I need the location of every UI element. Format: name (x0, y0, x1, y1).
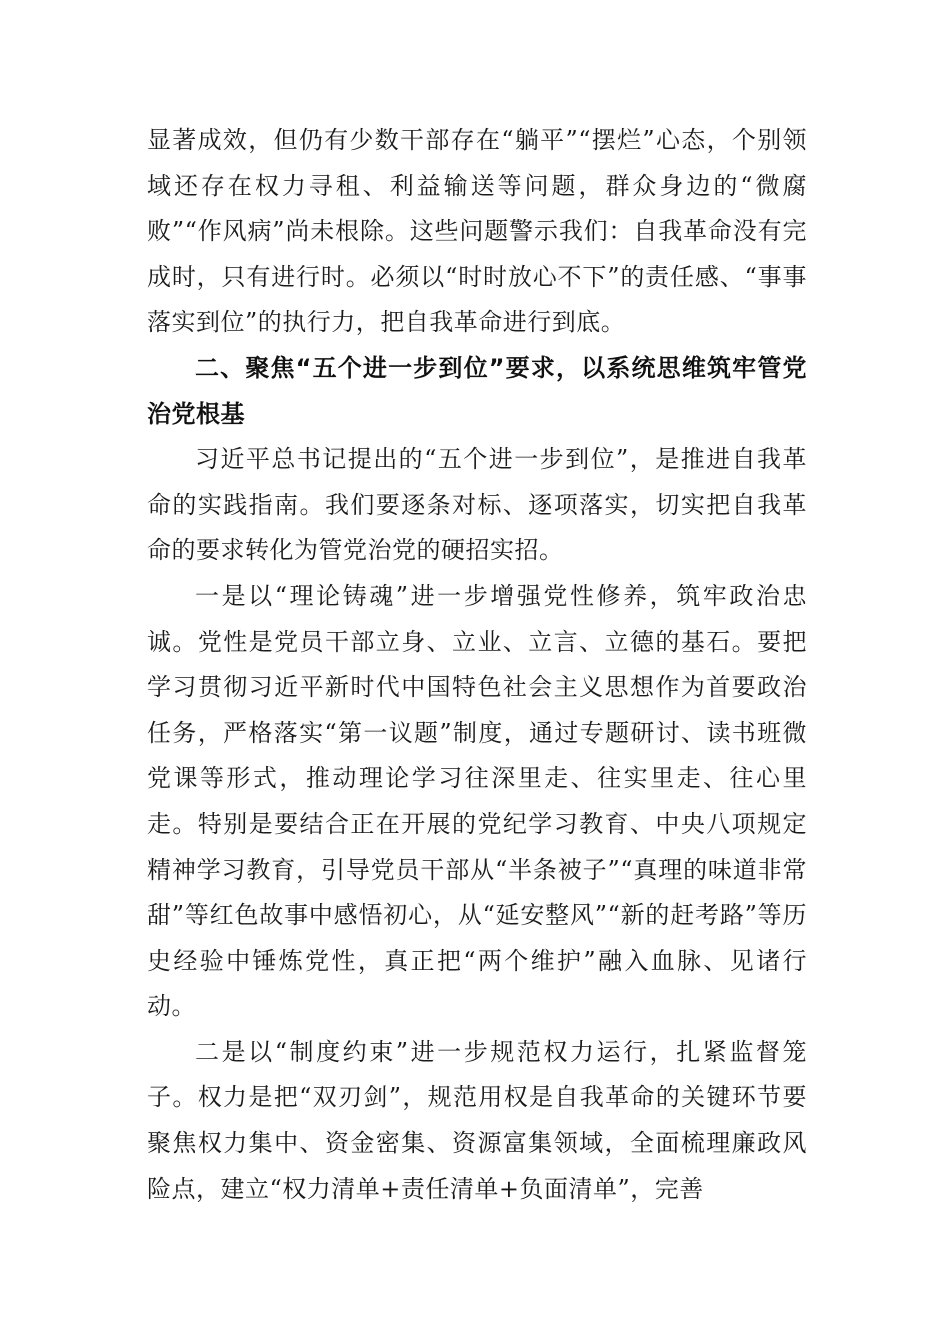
paragraph-point-two: 二是以“制度约束”进一步规范权力运行，扎紧监督笼子。权力是把“双刃剑”，规范用权是自我革命的关键环节要聚焦权力集中、资金密集、资源富集领域，全面梳理廉政风险点，建立“权力清单+责任清单+负面清单”，完善 (147, 1037, 807, 1203)
document-body (147, 118, 807, 1212)
paragraph-intro: 习近平总书记提出的“五个进一步到位”，是推进自我革命的实践指南。我们要逐条对标、逐项落实，切实把自我革命的要求转化为管党治党的硬招实招。 (147, 445, 807, 565)
paragraph-point-one: 一是以“理论铸魂”进一步增强党性修养，筑牢政治忠诚。党性是党员干部立身、立业、立言、立德的基石。要把学习贯彻习近平新时代中国特色社会主义思想作为首要政治任务，严格落实“第一议题”制度，通过专题研讨、读书班微党课等形式，推动理论学习往深里走、往实里走、往心里走。特别是要结合正在开展的党纪学习教育、中央八项规定精神学习教育，引导党员干部从“半条被子”“真理的味道非常甜”等红色故事中感悟初心，从“延安整风”“新的赶考路”等历史经验中锤炼党性，真正把“两个维护”融入血脉、见诸行动。 (147, 581, 807, 1021)
paragraph-continuation: 显著成效，但仍有少数干部存在“躺平”“摆烂”心态，个别领域还存在权力寻租、利益输送等问题，群众身边的“微腐败”“作风病”尚未根除。这些问题警示我们：自我革命没有完成时，只有进行时。必须以“时时放心不下”的责任感、“事事落实到位”的执行力，把自我革命进行到底。 (147, 126, 807, 337)
section-heading: 二、聚焦“五个进一步到位”要求，以系统思维筑牢管党治党根基 (147, 353, 807, 428)
